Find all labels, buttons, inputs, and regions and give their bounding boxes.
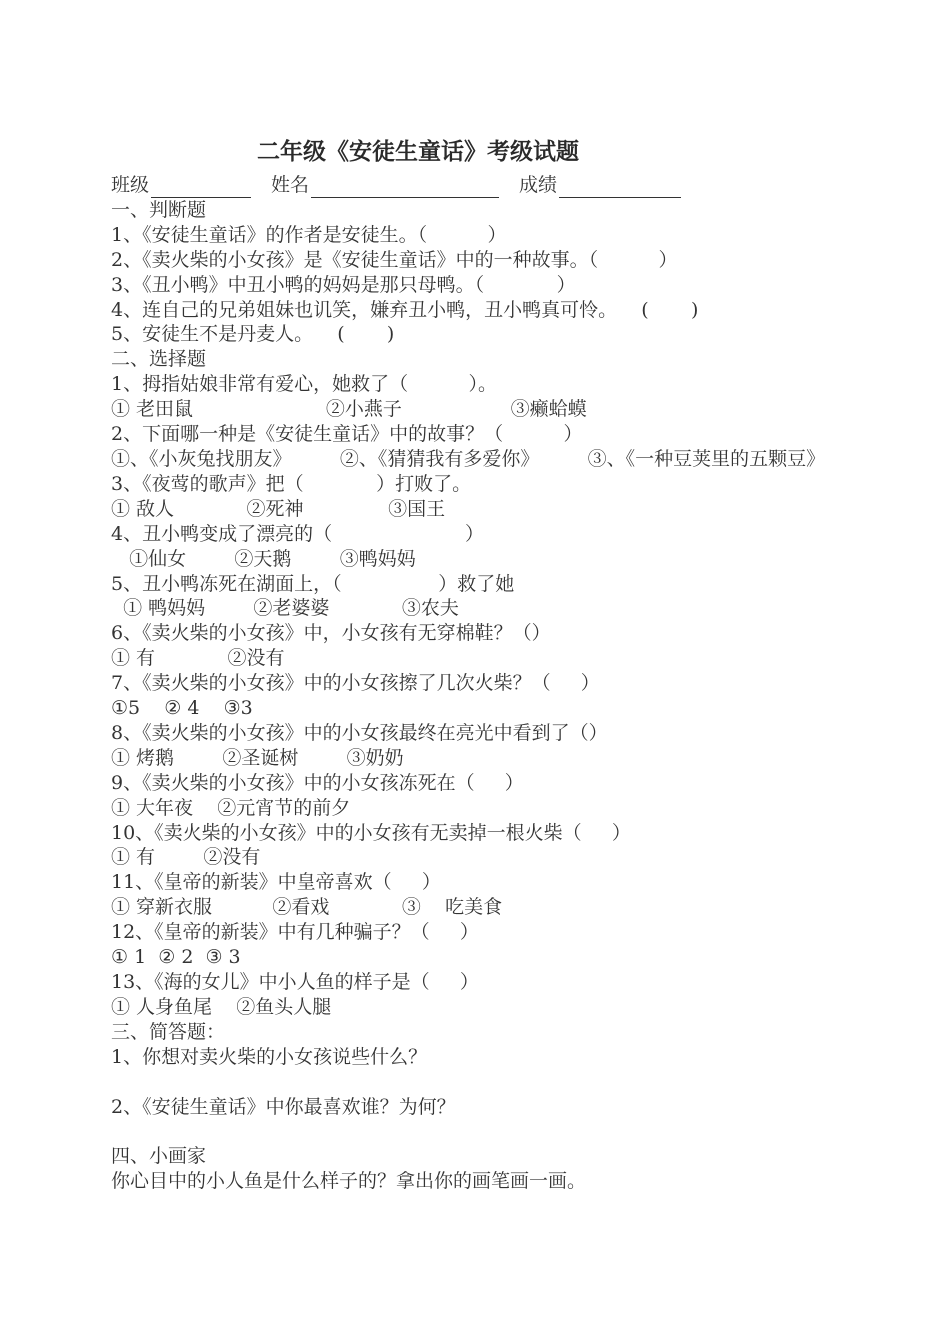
short-answer-q2: 2、《安徒生童话》中你最喜欢谁？为何？ xyxy=(111,1095,456,1118)
answer-space-1[interactable] xyxy=(111,1070,856,1095)
choice-q8-options: ① 烤鹅 ②圣诞树 ③奶奶 xyxy=(111,746,404,769)
choice-q10-options: ① 有 ②没有 xyxy=(111,846,261,869)
choice-q5-options: ① 鸭妈妈 ②老婆婆 ③农夫 xyxy=(111,597,459,620)
choice-q8: 8、《卖火柴的小女孩》中的小女孩最终在亮光中看到了（） xyxy=(111,721,608,744)
name-blank[interactable] xyxy=(311,179,499,198)
short-answer-q1: 1、你想对卖火柴的小女孩说些什么？ xyxy=(111,1045,428,1068)
choice-q12: 12、《皇帝的新装》中有几种骗子？（ ） xyxy=(111,921,479,944)
exam-content xyxy=(111,173,856,1194)
section1-heading: 一、判断题 xyxy=(111,198,207,221)
class-label: 班级 xyxy=(111,174,150,196)
choice-q6: 6、《卖火柴的小女孩》中，小女孩有无穿棉鞋？（） xyxy=(111,622,551,645)
student-info-line xyxy=(111,173,856,198)
class-blank[interactable] xyxy=(151,179,251,198)
score-label: 成绩 xyxy=(519,174,558,196)
choice-q11: 11、《皇帝的新装》中皇帝喜欢（ ） xyxy=(111,871,441,894)
choice-q13: 13、《海的女儿》中小人鱼的样子是（ ） xyxy=(111,971,479,993)
choice-q2-options: ①、《小灰兔找朋友》 ②、《猜猜我有多爱你》 ③、《一种豆荚里的五颗豆》 xyxy=(111,447,826,470)
choice-q13-options: ① 人身鱼尾 ②鱼头人腿 xyxy=(111,995,332,1018)
section3-heading: 三、简答题： xyxy=(111,1020,226,1043)
drawing-instruction: 你心目中的小人鱼是什么样子的？拿出你的画笔画一画。 xyxy=(111,1170,587,1193)
page-title: 二年级《安徒生童话》考级试题 xyxy=(257,138,579,165)
choice-q10: 10、《卖火柴的小女孩》中的小女孩有无卖掉一根火柴（ ） xyxy=(111,821,631,844)
answer-space-2[interactable] xyxy=(111,1119,856,1144)
choice-q7-options: ①5 ② 4 ③3 xyxy=(111,697,253,720)
choice-q1: 1、拇指姑娘非常有爱心，她救了（ ）。 xyxy=(111,373,497,396)
choice-q11-options: ① 穿新衣服 ②看戏 ③ 吃美食 xyxy=(111,896,503,919)
choice-q4: 4、丑小鸭变成了漂亮的（ ） xyxy=(111,522,484,545)
choice-q6-options: ① 有 ②没有 xyxy=(111,647,285,670)
choice-q1-options: ① 老田鼠 ②小燕子 ③癞蛤蟆 xyxy=(111,398,587,421)
judge-item-5: 5、安徒生不是丹麦人。 ( ) xyxy=(111,323,395,346)
choice-q3: 3、《夜莺的歌声》把（ ）打败了。 xyxy=(111,472,472,495)
choice-q9: 9、《卖火柴的小女孩》中的小女孩冻死在（ ） xyxy=(111,771,524,794)
choice-q12-options: ① 1 ② 2 ③ 3 xyxy=(111,946,241,969)
judge-item-1: 1、《安徒生童话》的作者是安徒生。（ ） xyxy=(111,223,507,246)
judge-item-3: 3、《丑小鸭》中丑小鸭的妈妈是那只母鸭。（ ） xyxy=(111,273,576,296)
choice-q3-options: ① 敌人 ②死神 ③国王 xyxy=(111,497,446,520)
choice-q4-options: ①仙女 ②天鹅 ③鸭妈妈 xyxy=(111,547,416,570)
choice-q7: 7、《卖火柴的小女孩》中的小女孩擦了几次火柴？（ ） xyxy=(111,672,600,695)
section2-heading: 二、选择题 xyxy=(111,348,207,371)
judge-item-4: 4、连自己的兄弟姐妹也讥笑，嫌弃丑小鸭，丑小鸭真可怜。 ( ) xyxy=(111,298,699,321)
choice-q2: 2、下面哪一种是《安徒生童话》中的故事？（ ） xyxy=(111,423,583,446)
name-label: 姓名 xyxy=(271,174,310,196)
choice-q9-options: ① 大年夜 ②元宵节的前夕 xyxy=(111,796,351,819)
score-blank[interactable] xyxy=(559,179,681,198)
choice-q5: 5、丑小鸭冻死在湖面上，（ ）救了她 xyxy=(111,572,515,595)
section4-heading: 四、小画家 xyxy=(111,1145,207,1168)
judge-item-2: 2、《卖火柴的小女孩》是《安徒生童话》中的一种故事。（ ） xyxy=(111,248,678,271)
